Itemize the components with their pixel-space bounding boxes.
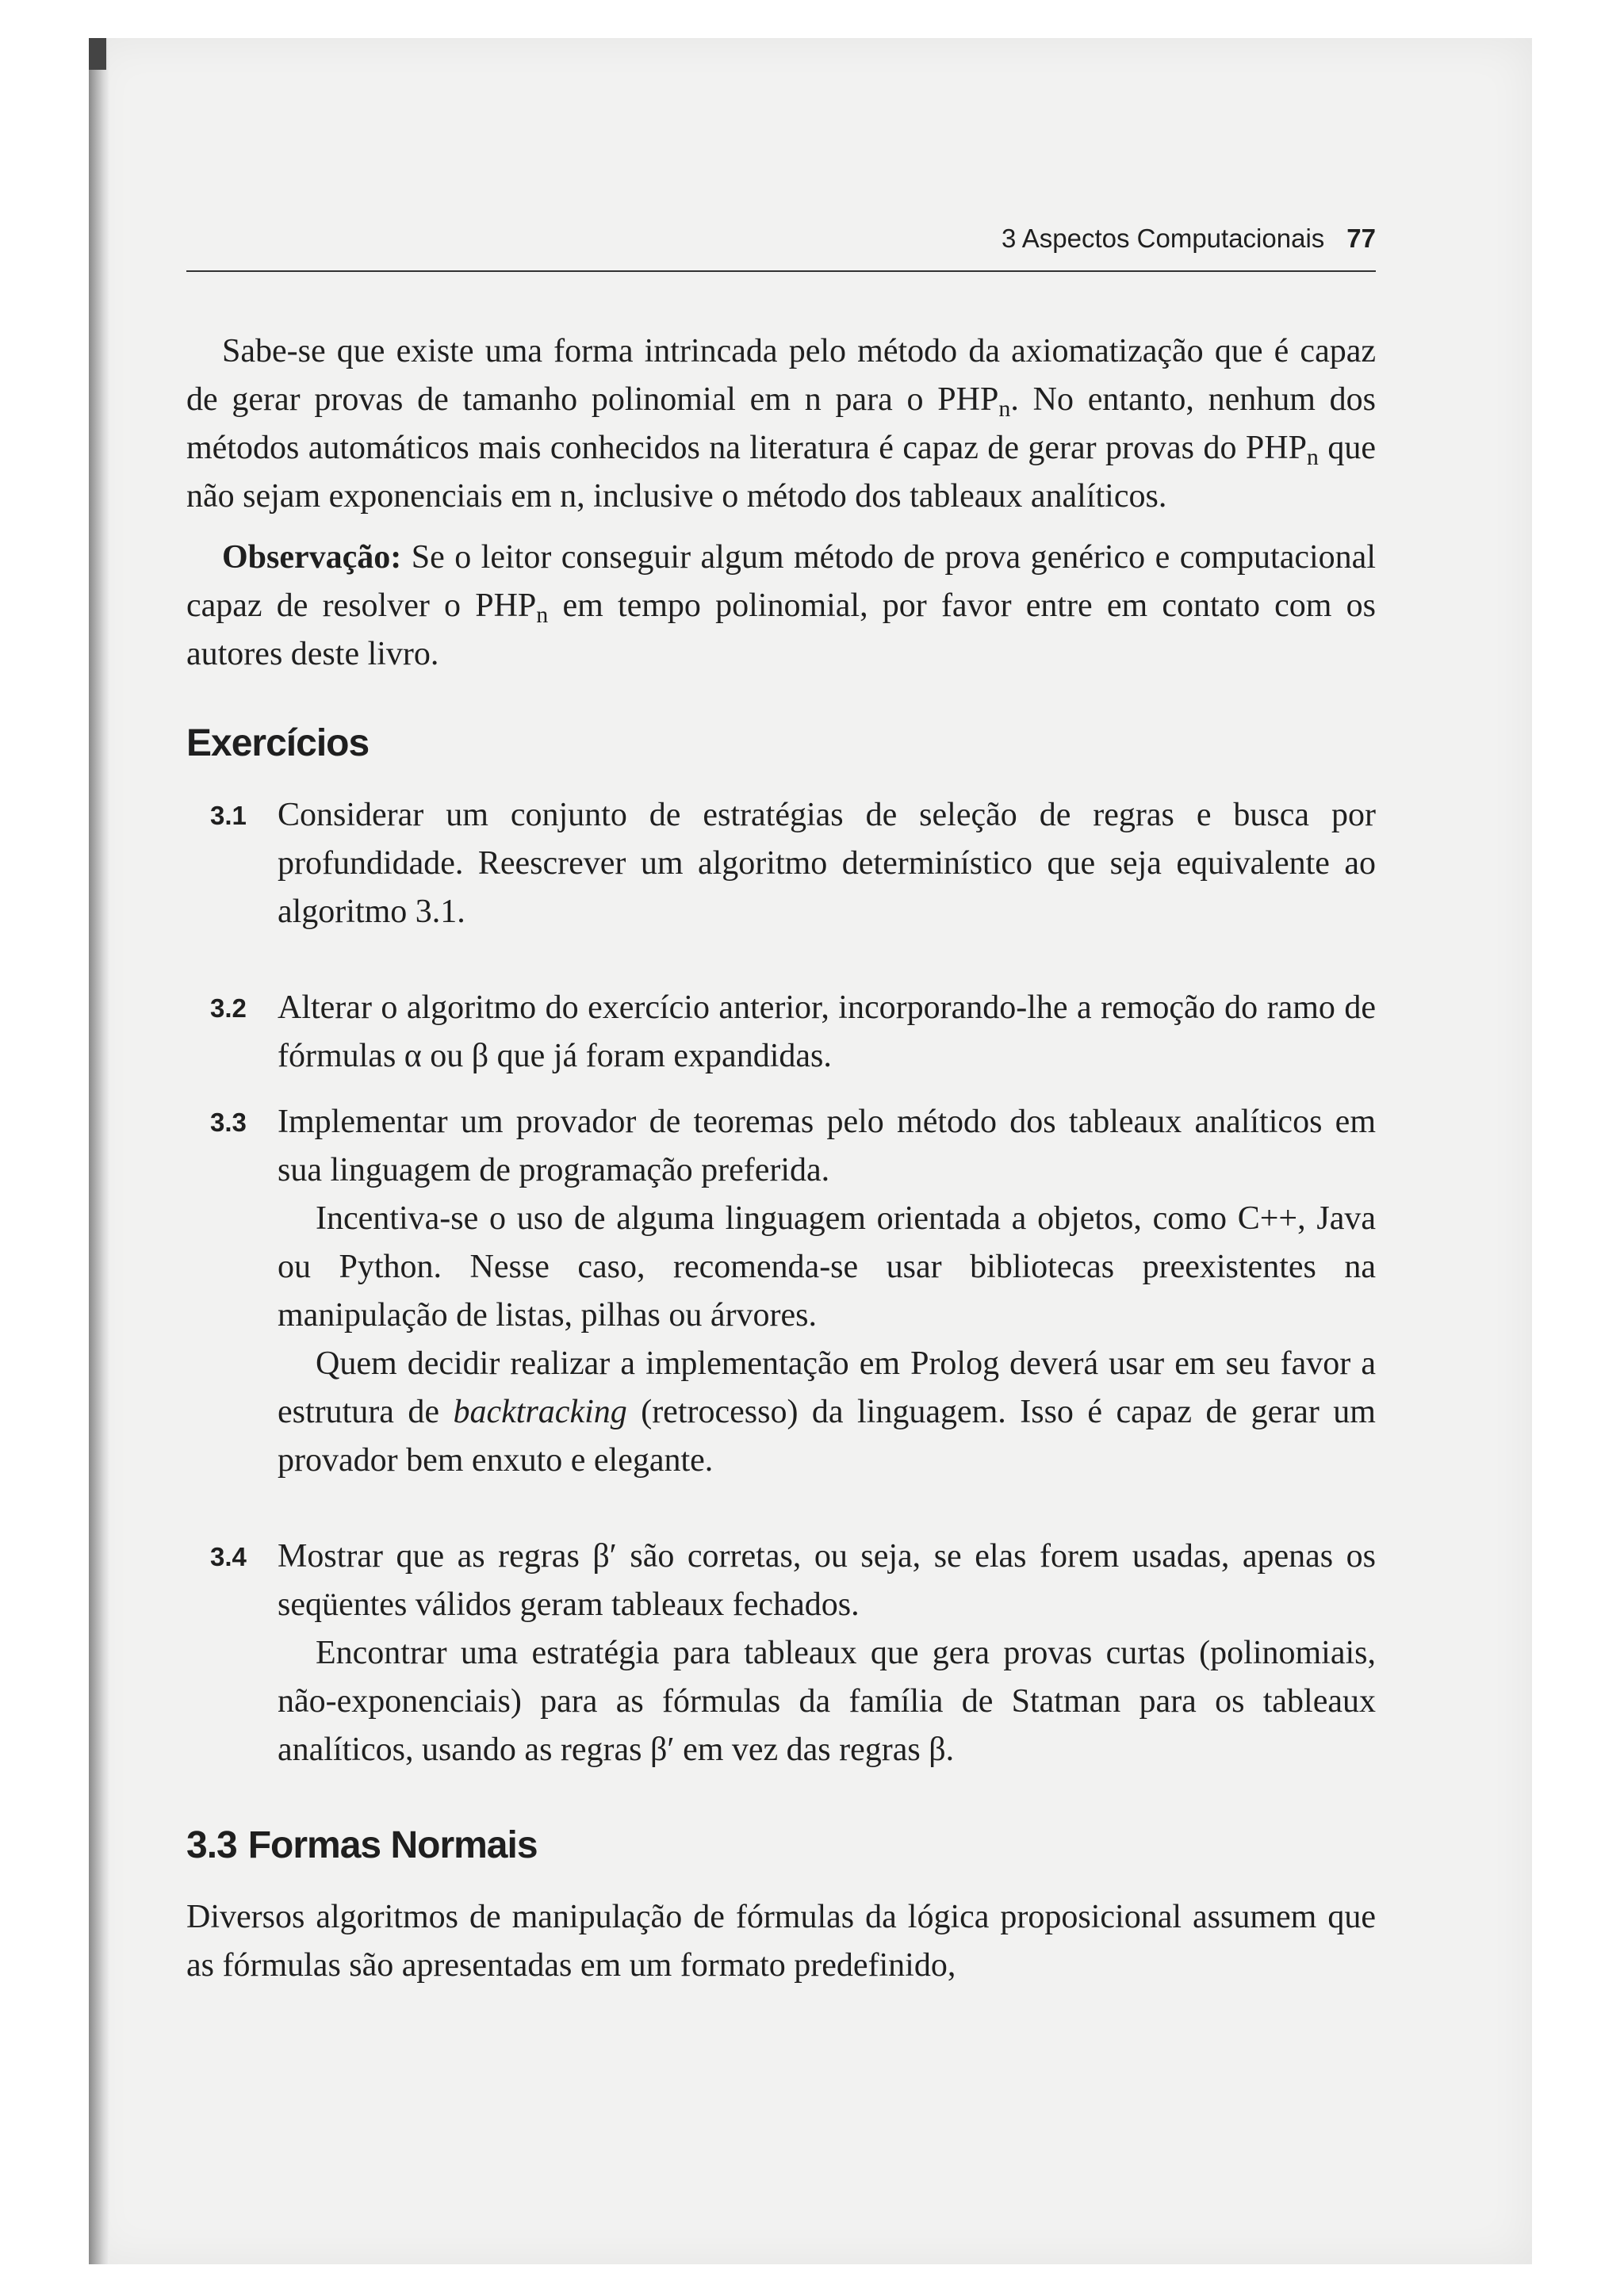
exercise-number: 3.4 (210, 1542, 247, 1571)
section-title: Formas Normais (247, 1824, 538, 1866)
section-number: 3.3 (186, 1824, 237, 1866)
section-paragraph: Diversos algoritmos de manipulação de fórmulas da lógica proposicional assumem que as fórmulas são apresentadas em um formato predefinido, (186, 1899, 1376, 1984)
page-content (186, 214, 1376, 1990)
intro-text-2: . No entanto, nenhum dos métodos automáticos mais conhecidos na literatura é capaz de gerar provas do PHP (186, 381, 1377, 466)
page-number: 77 (1346, 224, 1376, 253)
observation-text-1: Se o leitor conseguir algum método de prova genérico e computacional capaz de resolver o PHP (186, 539, 1376, 624)
exercise-text-part: Quem decidir realizar a implementação em Prolog deverá usar em seu favor a estrutura de (278, 1345, 1376, 1430)
book-spine-edge (89, 38, 106, 70)
section-heading (186, 1822, 1376, 1869)
intro-paragraph (186, 327, 1376, 521)
subscript-n: n (536, 602, 549, 628)
exercise-3-3 (186, 1098, 1376, 1485)
exercise-text: Alterar o algoritmo do exercício anterior, incorporando-lhe a remoção do ramo de fórmulas α ou β que já foram expandidas. (278, 989, 1376, 1074)
exercise-paragraph (278, 1340, 1376, 1485)
exercise-text: Mostrar que as regras β′ são corretas, ou seja, se elas forem usadas, apenas os seqüentes válidos geram tableaux fechados. (278, 1538, 1376, 1623)
emphasis-backtracking: backtracking (453, 1394, 627, 1430)
exercise-3-4 (186, 1533, 1376, 1774)
exercise-number: 3.3 (210, 1108, 247, 1137)
exercise-text: Considerar um conjunto de estratégias de seleção de regras e busca por profundidade. Reescrever um algoritmo determinístico que seja equivalente ao algoritmo 3.1. (278, 797, 1376, 930)
intro-text-3: que não sejam exponenciais em n, inclusive o método dos tableaux analíticos. (186, 430, 1376, 515)
exercise-3-2 (186, 984, 1376, 1081)
exercise-paragraph: Incentiva-se o uso de alguma linguagem orientada a objetos, como C++, Java ou Python. Nesse caso, recomenda-se usar bibliotecas preexistentes na manipulação de listas, pilhas ou árvores. (278, 1200, 1376, 1334)
chapter-title: 3 Aspectos Computacionais (1002, 224, 1325, 253)
subscript-n: n (1306, 444, 1319, 470)
intro-text-1: Sabe-se que existe uma forma intrincada pelo método da axiomatização que é capaz de gerar provas de tamanho polinomial em n para o PHP (186, 333, 1376, 418)
exercise-3-1 (186, 791, 1376, 936)
exercise-number: 3.1 (210, 801, 247, 830)
observation-text-2: em tempo polinomial, por favor entre em contato com os autores deste livro. (186, 587, 1376, 672)
observation-label: Observação: (222, 539, 402, 576)
book-spine-shadow (89, 38, 109, 2264)
exercises-heading: Exercícios (186, 722, 370, 764)
running-head (186, 214, 1376, 272)
exercise-number: 3.2 (210, 993, 247, 1023)
observation-paragraph (186, 534, 1376, 679)
exercise-text: Implementar um provador de teoremas pelo método dos tableaux analíticos em sua linguagem de programação preferida. (278, 1104, 1376, 1188)
subscript-n: n (998, 396, 1011, 422)
exercise-paragraph: Encontrar uma estratégia para tableaux que gera provas curtas (polinomiais, não-exponenciais) para as fórmulas da família de Statman para os tableaux analíticos, usando as regras β′ em vez das regras β. (278, 1635, 1376, 1768)
exercise-text-part: (retrocesso) da linguagem. Isso é capaz de gerar um provador bem enxuto e elegante. (278, 1394, 1376, 1479)
